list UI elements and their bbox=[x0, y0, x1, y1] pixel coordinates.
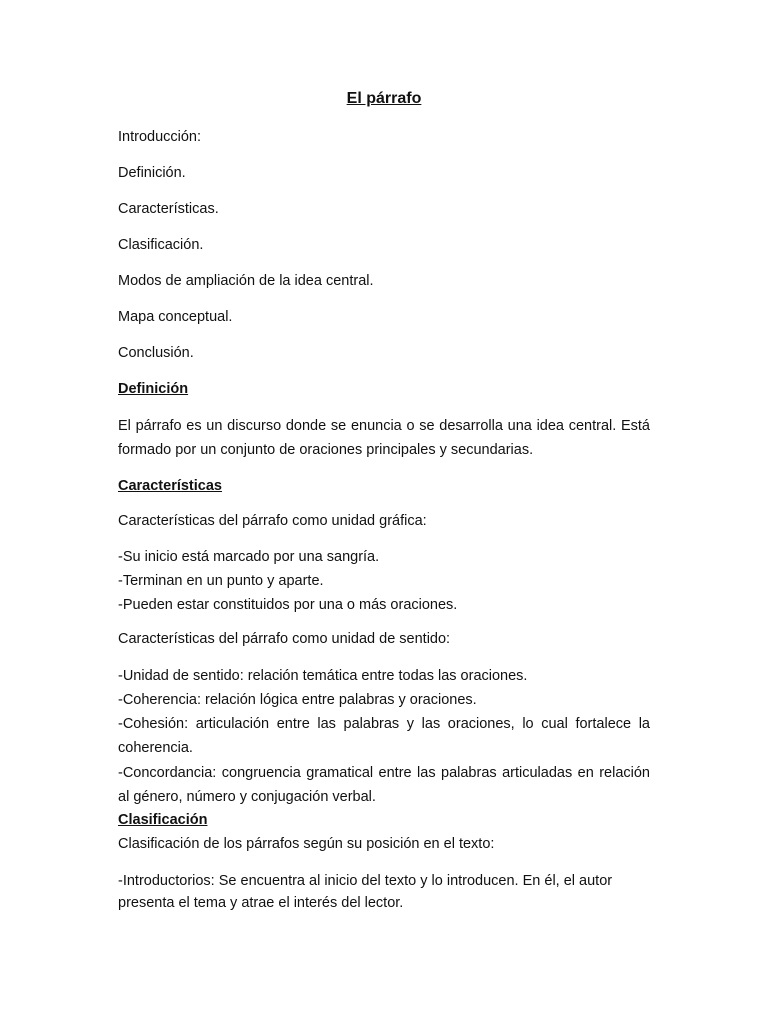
toc-item-clasificacion: Clasificación. bbox=[118, 237, 204, 253]
caracteristicas-grafica-intro: Características del párrafo como unidad gráfica: bbox=[118, 513, 427, 529]
document-title: El párrafo bbox=[346, 90, 422, 107]
toc-item-introduccion: Introducción: bbox=[118, 129, 202, 145]
toc-item-mapa: Mapa conceptual. bbox=[118, 309, 233, 325]
list-item: -Concordancia: congruencia gramatical entre las palabras articuladas en relación al género, número y conjugación verbal. bbox=[118, 765, 650, 805]
clasificacion-introductorios: -Introductorios: Se encuentra al inicio del texto y lo introducen. En él, el autor presenta el tema y atrae el interés del lector. bbox=[118, 873, 613, 911]
list-item: -Pueden estar constituidos por una o más oraciones. bbox=[118, 597, 458, 613]
list-item: -Cohesión: articulación entre las palabras y las oraciones, lo cual fortalece la coherencia. bbox=[118, 716, 650, 756]
definicion-paragraph: El párrafo es un discurso donde se enuncia o se desarrolla una idea central. Está formado por un conjunto de oraciones principales y secundarias. bbox=[118, 418, 650, 458]
list-item: -Su inicio está marcado por una sangría. bbox=[118, 549, 380, 565]
list-item: -Coherencia: relación lógica entre palabras y oraciones. bbox=[118, 692, 477, 708]
list-item: -Unidad de sentido: relación temática entre todas las oraciones. bbox=[118, 668, 528, 684]
toc-item-conclusion: Conclusión. bbox=[118, 345, 194, 361]
section-heading-clasificacion: Clasificación bbox=[118, 812, 208, 828]
toc-item-modos: Modos de ampliación de la idea central. bbox=[118, 273, 374, 289]
toc-item-definicion: Definición. bbox=[118, 165, 186, 181]
section-heading-definicion: Definición bbox=[118, 381, 189, 397]
list-item: -Terminan en un punto y aparte. bbox=[118, 573, 324, 589]
caracteristicas-sentido-intro: Características del párrafo como unidad de sentido: bbox=[118, 631, 451, 647]
clasificacion-intro: Clasificación de los párrafos según su posición en el texto: bbox=[118, 836, 495, 852]
section-heading-caracteristicas: Características bbox=[118, 478, 222, 494]
toc-item-caracteristicas: Características. bbox=[118, 201, 219, 217]
